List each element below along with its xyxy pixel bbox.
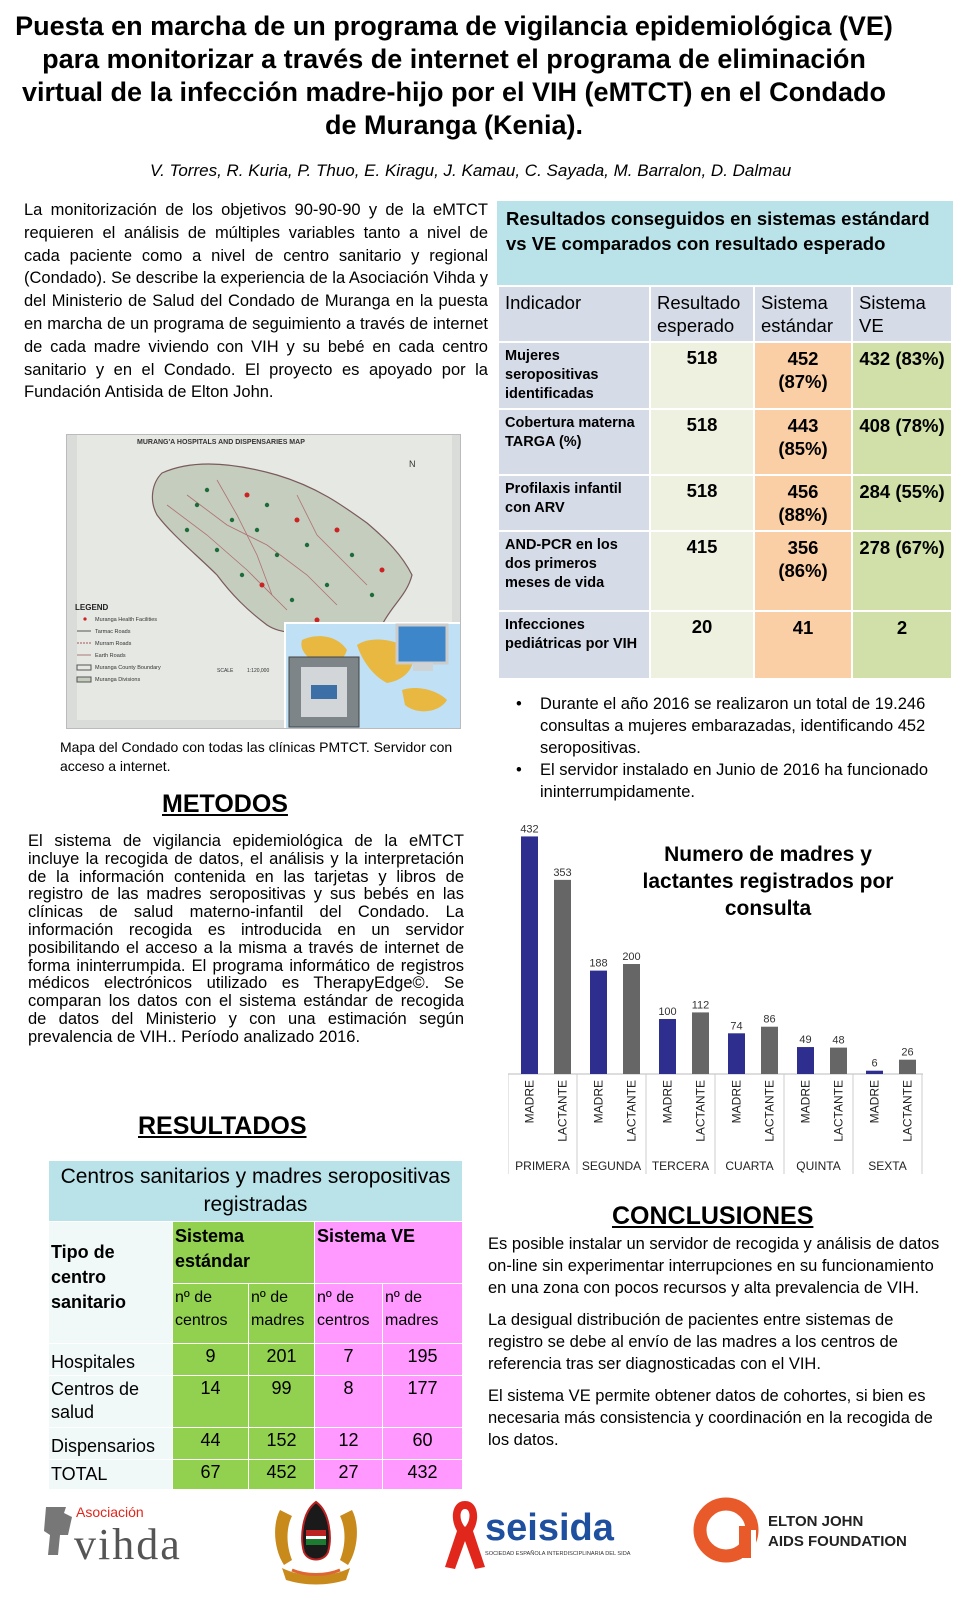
conclusiones-heading: CONCLUSIONES (612, 1202, 814, 1230)
intro-text: La monitorización de los objetivos 90-90-90 y de la eMTCT requieren el análisis de múltiples variables tanto a nivel de cada paciente como a nivel de centro sanitario y regional (Condado). Se describe la experiencia de la Asociación Vihda y del Ministerio de Salud del Condado de Muranga en la puesta en marcha de un programa de seguimiento a través de internet de cada madre viviendo con VIH y su bebé en cada centro sanitario y en el Condado. El proyecto es apoyado por la Fundación Antisida de Elton John. (24, 201, 488, 402)
bar (692, 1012, 709, 1074)
chart-title: Numero de madres y lactantes registrados por consulta (642, 843, 894, 920)
row-tipo: TOTAL (49, 1460, 173, 1490)
group-tick-label: SEGUNDA (581, 1159, 642, 1173)
bar (728, 1033, 745, 1074)
group-tick-label: TERCERA (651, 1159, 710, 1173)
cell-value: 152 (249, 1428, 315, 1460)
cell-value: 195 (383, 1344, 463, 1376)
category-tick-label: LACTANTE (624, 1080, 639, 1142)
cell-value: 9 (173, 1344, 249, 1376)
row-tipo: Hospitales (49, 1344, 173, 1376)
table-row (498, 409, 952, 475)
bar-value-label: 49 (799, 1034, 812, 1047)
bar-value-label: 26 (901, 1046, 914, 1059)
header-ve: Sistema VE (852, 286, 952, 342)
header-indicador: Indicador (498, 286, 650, 342)
bar-chart (508, 816, 955, 1196)
bar-value-label: 74 (730, 1020, 743, 1033)
bar (899, 1060, 916, 1074)
poster-title: Puesta en marcha de un programa de vigilancia epidemiológica (VE) para monitorizar a través de internet el programa de eliminación virtual de la infección madre-hijo por el VIH (eMTCT) en el Condado de Muranga (Kenia). (15, 11, 893, 140)
map-illustration (67, 435, 461, 729)
svg-text:seisida: seisida (485, 1507, 614, 1549)
vihda-logo (38, 1495, 218, 1575)
category-tick-label: MADRE (591, 1080, 606, 1124)
category-tick-label: MADRE (798, 1080, 813, 1124)
metodos-text: El sistema de vigilancia epidemiológica de la eMTCT incluye la recogida de datos, el análisis y la interpretación de la información contenida en las tarjetas y libros de registro de las madres seropositivas y sus bebés en las clínicas de salud materno-infantil del Condado. La información recogida es introducida en un servidor posibilitando el acceso a la misma a través de internet de forma ininterrumpida. El programa informático de registros médicos electrónicos utilizado es TherapyEdge©. Se comparan los datos con el sistema estándar de recogida de datos del Ministerio y con una estimación según prevalencia de VIH.. Período analizado 2016. (28, 832, 464, 1046)
cell-value: 60 (383, 1428, 463, 1460)
category-tick-label: MADRE (660, 1080, 675, 1124)
comparison-table (497, 285, 953, 680)
bar-value-label: 188 (589, 957, 608, 970)
cell-value: 177 (383, 1376, 463, 1428)
resultados-heading: RESULTADOS (138, 1112, 307, 1140)
cell-value: 44 (173, 1428, 249, 1460)
results-bullets (512, 693, 942, 803)
col-tipo-header: Tipo de centro sanitario (49, 1222, 173, 1344)
table-row (49, 1428, 463, 1460)
cell-estandar: 443 (85%) (754, 409, 852, 475)
cell-esperado: 415 (650, 531, 754, 611)
category-tick-label: LACTANTE (831, 1080, 846, 1142)
bar-value-label: 200 (622, 951, 641, 964)
seisida-logo (435, 1495, 645, 1575)
table-row (498, 342, 952, 409)
cell-estandar: 456 (88%) (754, 475, 852, 531)
cell-ve: 284 (55%) (852, 475, 952, 531)
cell-value: 8 (315, 1376, 383, 1428)
conclusiones-text (488, 1233, 948, 1461)
bar-value-label: 48 (832, 1034, 845, 1047)
cell-value: 12 (315, 1428, 383, 1460)
table-row (498, 611, 952, 679)
sub-header-madres: nº de madres (249, 1284, 315, 1344)
table-row (49, 1376, 463, 1428)
bar (554, 880, 571, 1074)
authors: V. Torres, R. Kuria, P. Thuo, E. Kiragu, J. Kamau, C. Sayada, M. Barralon, D. Dalmau (150, 161, 792, 180)
header-esperado: Resultado esperado (650, 286, 754, 342)
map-legend-item: Muranga Divisions (95, 677, 141, 683)
map-scale-value: 1:120,000 (247, 668, 270, 674)
cell-value: 452 (249, 1460, 315, 1490)
cell-value: 67 (173, 1460, 249, 1490)
cell-ve: 432 (83%) (852, 342, 952, 409)
cell-estandar: 356 (86%) (754, 531, 852, 611)
row-indicador: Mujeres seropositivas identificadas (498, 342, 650, 409)
svg-text:ELTON JOHN: ELTON JOHN (768, 1513, 864, 1530)
comparison-table-block (497, 201, 953, 680)
map-scale-label: SCALE (217, 668, 234, 674)
conclusion-paragraph: La desigual distribución de pacientes entre sistemas de registro se debe al envío de las madres a los centros de referencia tras ser diagnosticadas con el VIH. (488, 1311, 898, 1373)
group-tick-label: SEXTA (868, 1159, 907, 1173)
map-title: MURANG'A HOSPITALS AND DISPENSARIES MAP (137, 439, 305, 446)
cell-esperado: 20 (650, 611, 754, 679)
centros-table-title: Centros sanitarios y madres seropositivas registradas (49, 1161, 463, 1222)
table-row (49, 1344, 463, 1376)
svg-text:AIDS FOUNDATION: AIDS FOUNDATION (768, 1533, 907, 1550)
bar (797, 1047, 814, 1074)
map-legend-title: LEGEND (75, 603, 109, 612)
category-tick-label: LACTANTE (900, 1080, 915, 1142)
table-row (498, 531, 952, 611)
cell-value: 27 (315, 1460, 383, 1490)
metodos-heading: METODOS (162, 790, 288, 818)
conclusion-paragraph: Es posible instalar un servidor de recogida y análisis de datos on-line sin experimentar interrupciones en su funcionamiento en una zona con pocos recursos y alta prevalencia de VIH. (488, 1235, 940, 1297)
group-tick-label: CUARTA (725, 1159, 774, 1173)
row-indicador: Cobertura materna TARGA (%) (498, 409, 650, 475)
map-legend-item: Murram Roads (95, 641, 132, 647)
cell-estandar: 452 (87%) (754, 342, 852, 409)
table-row (49, 1460, 463, 1490)
cell-ve: 408 (78%) (852, 409, 952, 475)
category-tick-label: LACTANTE (693, 1080, 708, 1142)
cell-estandar: 41 (754, 611, 852, 679)
sub-header-madres: nº de madres (383, 1284, 463, 1344)
cell-value: 201 (249, 1344, 315, 1376)
svg-text:Asociación: Asociación (76, 1504, 144, 1520)
bar-value-label: 112 (691, 999, 710, 1012)
bar-value-label: 353 (553, 866, 572, 879)
bar (590, 971, 607, 1074)
sponsor-logos (0, 1490, 963, 1590)
category-tick-label: MADRE (867, 1080, 882, 1124)
header-estandar: Sistema estándar (754, 286, 852, 342)
category-tick-label: MADRE (522, 1080, 537, 1124)
map-legend-item: Muranga Health Facilities (95, 617, 158, 623)
map-caption: Mapa del Condado con todas las clínicas PMTCT. Servidor con acceso a internet. (60, 739, 453, 774)
row-tipo: Dispensarios (49, 1428, 173, 1460)
bullet-item: • El servidor instalado en Junio de 2016 ha funcionado ininterrumpidamente. (512, 759, 942, 803)
row-indicador: Infecciones pediátricas por VIH (498, 611, 650, 679)
svg-text:vihda: vihda (74, 1520, 182, 1569)
conclusion-paragraph: El sistema VE permite obtener datos de cohortes, si bien es necesaria más consistencia y coordinación en la recogida de los datos. (488, 1387, 933, 1449)
north-arrow-icon: N (409, 459, 416, 469)
bar (761, 1027, 778, 1074)
cell-value: 7 (315, 1344, 383, 1376)
group-tick-label: QUINTA (796, 1159, 841, 1173)
row-tipo: Centros de salud (49, 1376, 173, 1428)
cell-esperado: 518 (650, 409, 754, 475)
category-tick-label: MADRE (729, 1080, 744, 1124)
map-legend-item: Tarmac Roads (95, 629, 131, 635)
comparison-table-title: Resultados conseguidos en sistemas estándard vs VE comparados con resultado esperado (497, 201, 953, 285)
cell-esperado: 518 (650, 342, 754, 409)
bar (521, 836, 538, 1074)
sub-header-centros: nº de centros (315, 1284, 383, 1344)
bar-value-label: 86 (763, 1013, 776, 1026)
svg-text:SOCIEDAD ESPAÑOLA INTERDISCIPL: SOCIEDAD ESPAÑOLA INTERDISCIPLINARIA DEL SIDA (485, 1551, 631, 1557)
county-map-photo (66, 434, 461, 729)
col-ve-header: Sistema VE (315, 1222, 463, 1284)
bar-value-label: 100 (658, 1006, 677, 1019)
kenya-coat-of-arms-logo (262, 1490, 370, 1585)
cell-value: 99 (249, 1376, 315, 1428)
bar (623, 964, 640, 1074)
elton-john-foundation-logo (690, 1490, 910, 1575)
bullet-item: • Durante el año 2016 se realizaron un total de 19.246 consultas a mujeres embarazadas, identificando 452 seropositivas. (512, 693, 942, 759)
col-std-header: Sistema estándar (173, 1222, 315, 1284)
centros-table (48, 1160, 463, 1490)
group-tick-label: PRIMERA (515, 1159, 570, 1173)
category-tick-label: LACTANTE (762, 1080, 777, 1142)
map-legend-item: Earth Roads (95, 653, 126, 659)
sub-header-centros: nº de centros (173, 1284, 249, 1344)
bar-value-label: 6 (871, 1057, 878, 1070)
table-row (498, 475, 952, 531)
bar (659, 1019, 676, 1074)
row-indicador: AND-PCR en los dos primeros meses de vida (498, 531, 650, 611)
cell-ve: 278 (67%) (852, 531, 952, 611)
cell-ve: 2 (852, 611, 952, 679)
cell-value: 432 (383, 1460, 463, 1490)
cell-esperado: 518 (650, 475, 754, 531)
map-legend-item: Muranga County Boundary (95, 665, 161, 671)
row-indicador: Profilaxis infantil con ARV (498, 475, 650, 531)
bar-value-label: 432 (520, 823, 539, 836)
cell-value: 14 (173, 1376, 249, 1428)
bar (866, 1071, 883, 1074)
bar (830, 1048, 847, 1074)
category-tick-label: LACTANTE (555, 1080, 570, 1142)
